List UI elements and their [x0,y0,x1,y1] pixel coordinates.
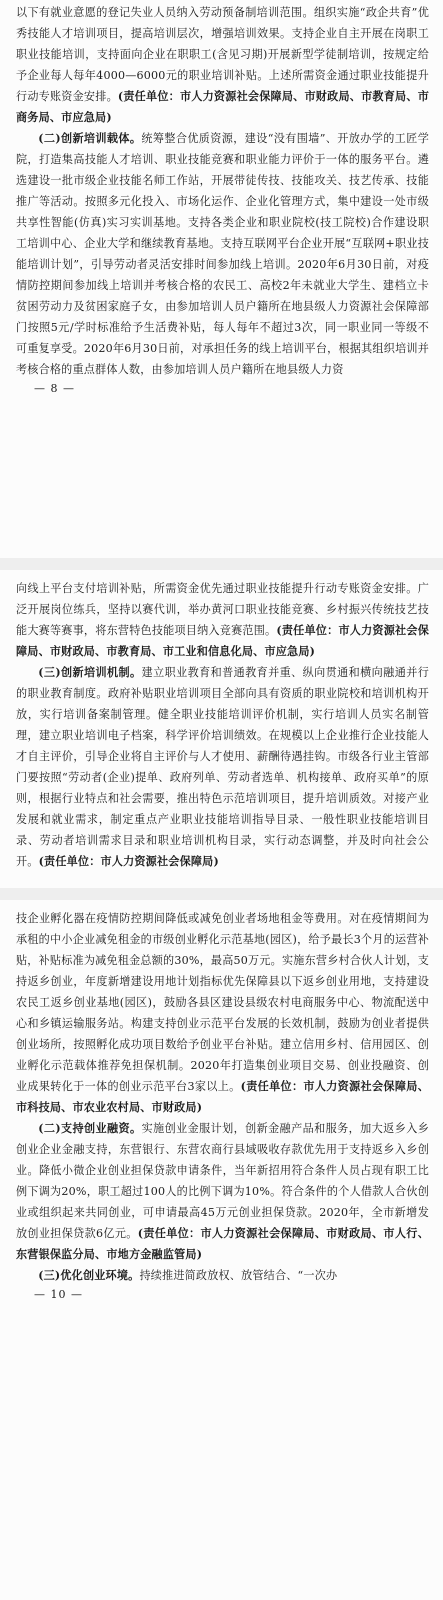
responsible-units: (责任单位：市人力资源社会保障局、市财政局、市教育局、市商务局、市应急局) [16,90,429,124]
paragraph-training-scope [16,2,429,128]
section-heading: (三)优化创业环境。 [38,1269,140,1282]
page-separator [0,558,443,570]
page-number: — 8 — [34,382,75,395]
document-page-9 [0,570,443,888]
paragraph-innovate-mechanism [16,662,429,872]
paragraph-text: 建立职业教育和普通教育并重、纵向贯通和横向融通并行的职业教育制度。政府补贴职业培训项目全部向具有资质的职业院校和培训机构开放，实行培训备案制管理。健全职业技能培训评价机制，实行培训人员实名制管理，建立职业培训电子档案，科学评价培训绩效。在规模以上企业推行企业技能人才自主评价，引导企业将自主评价与人才使用、薪酬待遇挂钩。市级各行业主管部门要按照“劳动者(企业)提单、政府列单、劳动者选单、机构接单、政府买单”的原则，根据行业特点和社会需要，推出特色示范培训项目，提升培训质效。对接产业发展和就业需求，制定重点产业职业技能培训指导目录、一般性职业技能培训目录、劳动者培训需求目录和职业培训机构目录，实行动态调整，并及时向社会公开。 [16,666,429,868]
responsible-units: (责任单位：市人力资源社会保障局、市科技局、市农业农村局、市财政局) [16,1080,429,1114]
page-separator [0,888,443,900]
document-page-8 [0,0,443,558]
responsible-units: (责任单位：市人力资源社会保障局、市财政局、市教育局、市工业和信息化局、市应急局) [16,624,429,658]
paragraph-incubator [16,908,429,1118]
paragraph-text: 以下有就业意愿的登记失业人员纳入劳动预备制培训范围。组织实施“政企共育”优秀技能人才培训项目，提高培训层次，增强培训效果。支持企业自主开展在岗职工职业技能培训，支持面向企业在职职工(含见习期)开展新型学徒制培训，按规定给予企业每人每年4000—6000元的职业培训补贴。上述所需资金通过职业技能提升行动专账资金安排。 [16,6,429,103]
paragraph-text: 持续推进简政放权、放管结合、“一次办 [139,1269,338,1282]
paragraph-startup-environment [16,1265,429,1286]
paragraph-online-subsidy [16,578,429,662]
paragraph-text: 实施创业金服计划，创新金融产品和服务，加大返乡入乡创业企业金融支持，东营银行、东营农商行县域吸收存款优先用于支持返乡入乡创业。降低小微企业创业担保贷款申请条件，当年新招用符合条件人员占现有职工比例下调为20%，职工超过100人的比例下调为10%。符合条件的个人借款人合伙创业或组织起来共同创业，可申请最高45万元创业担保贷款。2020年，全市新增发放创业担保贷款6亿元。 [16,1122,429,1240]
section-heading: (二)支持创业融资。 [38,1122,142,1135]
document-page-10 [0,900,443,1600]
section-heading: (二)创新培训载体。 [38,132,142,145]
paragraph-startup-financing [16,1118,429,1265]
section-heading: (三)创新培训机制。 [38,666,142,679]
responsible-units: (责任单位：市人力资源社会保障局、市财政局、市人行、东营银保监分局、市地方金融监管局) [16,1227,430,1261]
paragraph-text: 技企业孵化器在疫情防控期间降低或减免创业者场地租金等费用。对在疫情期间为承租的中小企业减免租金的市级创业孵化示范基地(园区)，给予最长3个月的运营补贴，补贴标准为减免租金总额的30%，最高50万元。实施东营乡村合伙人计划，支持返乡创业，年度新增建设用地计划指标优先保障县以下返乡创业用地，支持建设农民工返乡创业基地(园区)，鼓励各县区建设县级农村电商服务中心、物流配送中心和乡镇运输服务站。构建支持创业示范平台发展的长效机制，鼓励为创业者提供创业场所，按照孵化成功项目数给予创业平台补贴。建立信用乡村、信用园区、创业孵化示范载体推荐免担保机制。2020年打造集创业项目交易、创业投融资、创业成果转化于一体的创业示范平台3家以上。 [16,912,429,1093]
paragraph-text: 统筹整合优质资源，建设“没有围墙”、开放办学的工匠学院，打造集高技能人才培训、职业技能竞赛和职业能力评价于一体的服务平台。遴选建设一批市级企业技能名师工作站，开展带徒传技、技能攻关、技艺传承、技能推广等活动。按照多元化投入、市场化运作、企业化管理方式，集中建设一处市级共享性智能(仿真)实习实训基地。支持各类企业和职业院校(技工院校)合作建设职工培训中心、企业大学和继续教育基地。支持互联网平台企业开展“互联网+职业技能培训计划”，引导劳动者灵活安排时间参加线上培训。2020年6月30日前，对疫情防控期间参加线上培训并考核合格的农民工、高校2年未就业大学生、建档立卡贫困劳动力及贫困家庭子女，由参加培训人员户籍所在地县级人力资源社会保障部门按照5元/学时标准给予生活费补贴，每人每年不超过3次，同一职业同一等级不可重复享受。2020年6月30日前，对承担任务的线上培训平台，根据其组织培训并考核合格的重点群体人数，由参加培训人员户籍所在地县级人力资 [16,132,430,376]
page-number: — 10 — [34,1288,83,1301]
responsible-units: (责任单位：市人力资源社会保障局) [38,855,219,868]
paragraph-innovate-carrier [16,128,429,380]
paragraph-text: 向线上平台支付培训补贴，所需资金优先通过职业技能提升行动专账资金安排。广泛开展岗位练兵，坚持以赛代训，举办黄河口职业技能竞赛、乡村振兴传统技艺技能大赛等赛事，将东营特色技能项目纳入竞赛范围。 [16,582,429,637]
